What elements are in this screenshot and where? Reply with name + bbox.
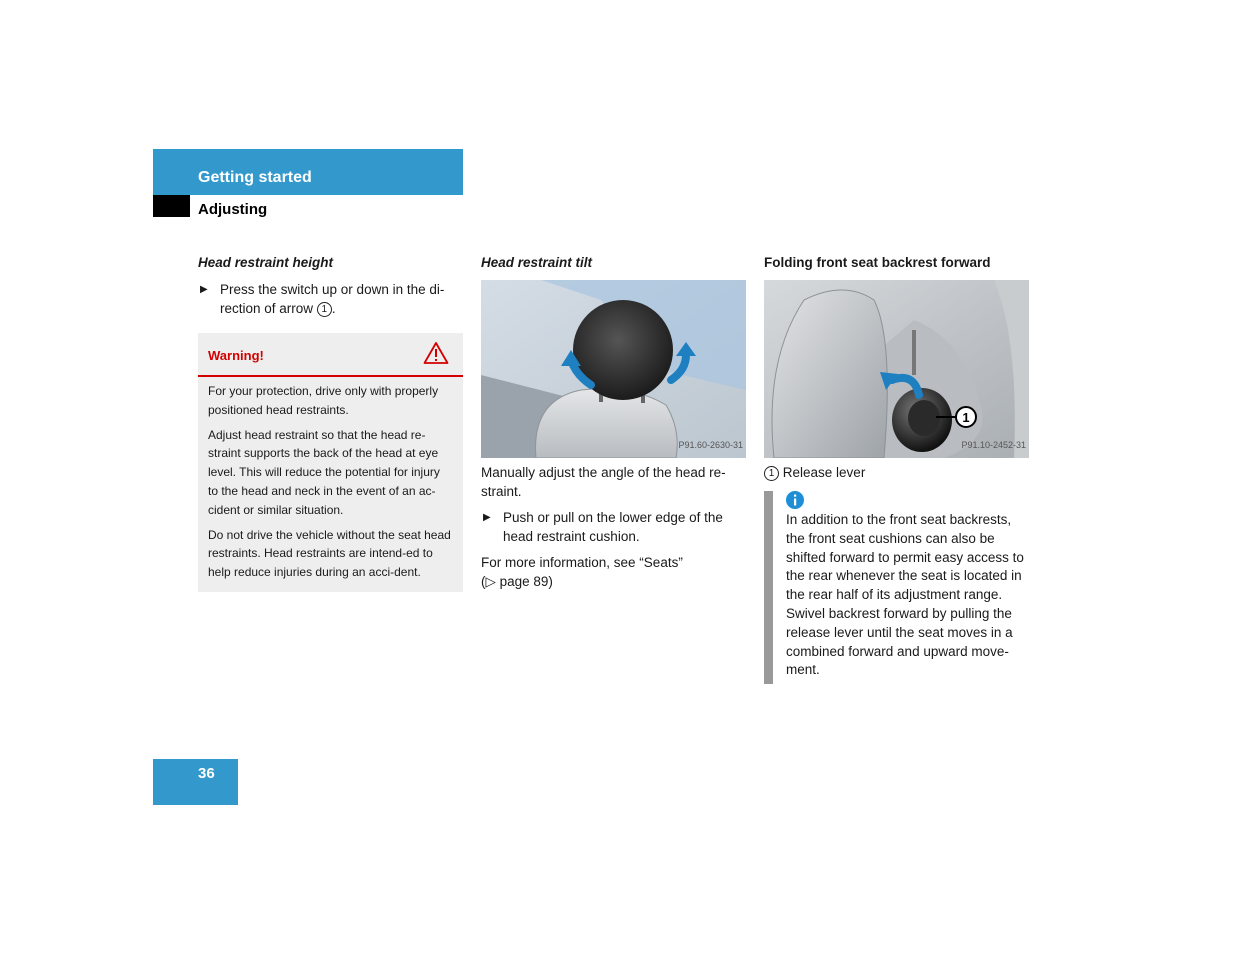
legend-text: Release lever xyxy=(782,465,866,480)
warning-header xyxy=(198,333,463,377)
step-push-pull xyxy=(481,508,746,546)
column-head-restraint-tilt xyxy=(481,253,746,598)
info-box xyxy=(764,491,1029,684)
page-reference-link[interactable]: (▷ page 89) xyxy=(481,574,553,589)
warning-triangle-icon xyxy=(423,341,449,365)
warning-box xyxy=(198,333,463,592)
section-marker xyxy=(153,195,190,217)
heading-folding-backrest: Folding front seat backrest forward xyxy=(764,255,991,270)
tilt-instruction: Manually adjust the angle of the head re-straint. xyxy=(481,465,726,499)
figure-legend xyxy=(764,463,1029,482)
heading-head-restraint-height: Head restraint height xyxy=(198,255,334,270)
more-info-reference xyxy=(481,553,746,591)
info-text: In addition to the front seat backrests, the front seat cushions can also be shifted forward to permit easy access to the rear whenever the seat is located in the rear half of its adjustment range. Swivel backrest forward by pulling the release lever until the seat moves in a combined forward and upward move-ment. xyxy=(786,512,1024,678)
heading-head-restraint-tilt: Head restraint tilt xyxy=(481,255,593,270)
callout-number: 1 xyxy=(962,410,970,425)
step-text: Push or pull on the lower edge of the head restraint cushion. xyxy=(503,510,723,544)
more-info-text: For more information, see “Seats” xyxy=(481,555,683,570)
page-number-box xyxy=(153,759,238,805)
info-icon xyxy=(786,491,804,509)
info-bar xyxy=(764,491,773,684)
warning-title: Warning! xyxy=(208,348,264,363)
warning-paragraph: Adjust head restraint so that the head re-straint supports the back of the head at eye level. This will reduce the potential for injury to the head and neck in the event of an ac-cident or similar situation. xyxy=(208,427,440,517)
warning-body xyxy=(198,377,463,582)
warning-paragraph: Do not drive the vehicle without the seat head restraints. Head restraints are intend-ed to help reduce injuries during an acci-dent. xyxy=(208,527,451,580)
step-press-switch xyxy=(198,280,463,318)
backrest-image xyxy=(764,280,1029,458)
arrow-ref-number: 1 xyxy=(317,302,332,317)
backrest-release-illustration xyxy=(764,280,1029,458)
figure-code: P91.10-2452-31 xyxy=(961,440,1026,450)
step-end: . xyxy=(331,301,336,316)
head-restraint-image xyxy=(481,280,746,458)
legend-number: 1 xyxy=(764,466,779,481)
chapter-title: Getting started xyxy=(198,169,312,186)
head-restraint-tilt-illustration xyxy=(481,280,746,458)
warning-paragraph: For your protection, drive only with properly positioned head restraints. xyxy=(208,384,439,417)
figure-code: P91.60-2630-31 xyxy=(678,440,743,450)
step-text: Press the switch up or down in the di-rection of arrow xyxy=(220,282,445,316)
page-number: 36 xyxy=(198,765,215,782)
section-title: Adjusting xyxy=(198,201,268,218)
column-head-restraint-height xyxy=(198,253,463,592)
column-folding-backrest xyxy=(764,253,1029,684)
